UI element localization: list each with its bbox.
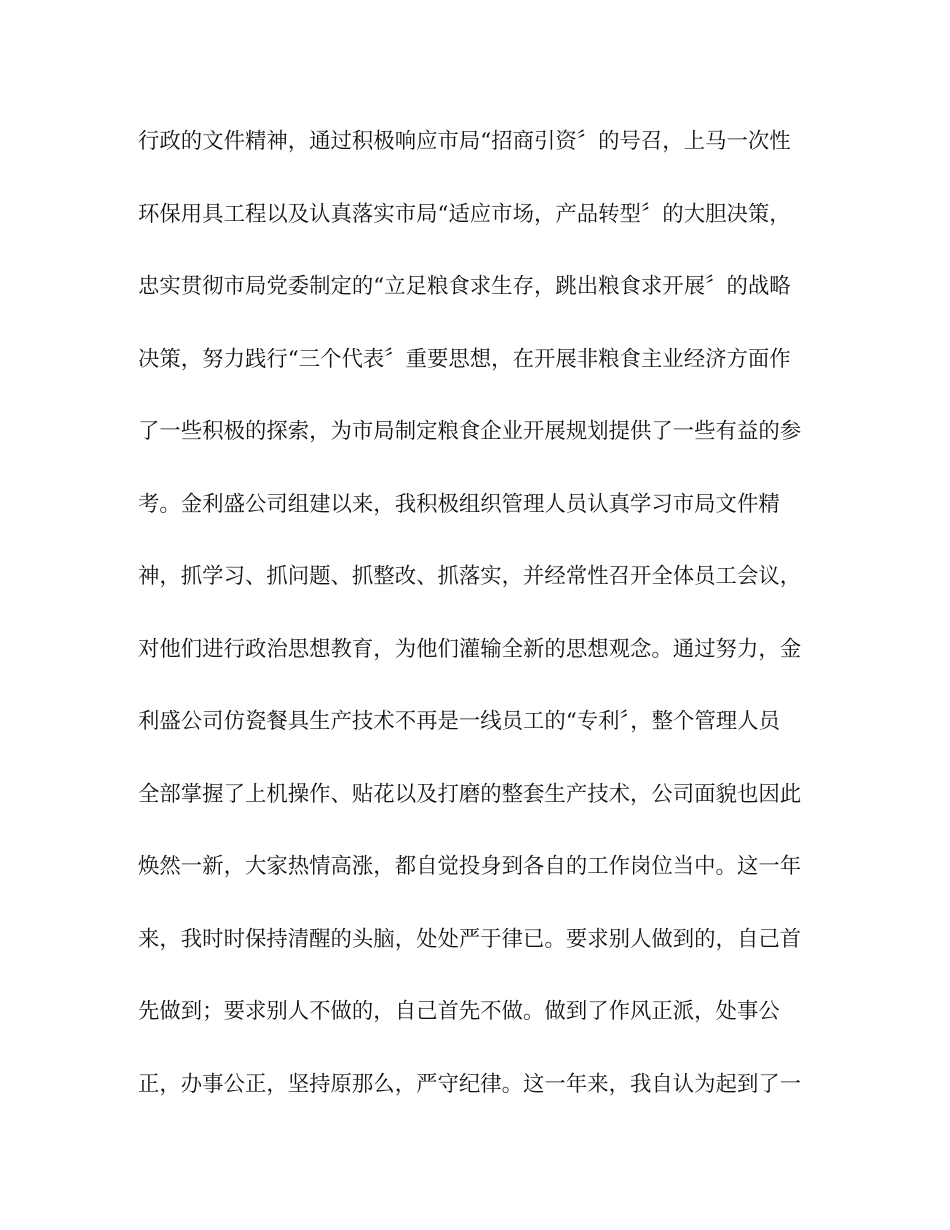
text-line: 环保用具工程以及认真落实市局“适应市场，产品转型〞的大胆决策， — [138, 201, 791, 227]
text-line: 全部掌握了上机操作、贴花以及打磨的整套生产技术，公司面貌也因此 — [138, 781, 802, 807]
text-line: 对他们进行政治思想教育，为他们灌输全新的思想观念。通过努力，金 — [138, 636, 802, 662]
text-line: 神，抓学习、抓问题、抓整改、抓落实，并经常性召开全体员工会议， — [138, 564, 802, 589]
body-text — [138, 122, 828, 1137]
text-line: 考。金利盛公司组建以来，我积极组织管理人员认真学习市局文件精 — [138, 491, 780, 517]
text-line: 决策，努力践行“三个代表〞重要思想，在开展非粮食主业经济方面作 — [138, 346, 791, 372]
text-line: 正，办事公正，坚持原那么，严守纪律。这一年来，我自认为起到了一 — [138, 1071, 802, 1097]
text-line: 行政的文件精神，通过积极响应市局“招商引资〞的号召，上马一次性 — [138, 129, 791, 154]
text-line: 来，我时时保持清醒的头脑，处处严于律已。要求别人做到的，自己首 — [138, 926, 802, 952]
text-line: 焕然一新，大家热情高涨，都自觉投身到各自的工作岗位当中。这一年 — [138, 854, 802, 879]
text-line: 了一些积极的探索，为市局制定粮食企业开展规划提供了一些有益的参 — [138, 419, 802, 444]
text-line: 利盛公司仿瓷餐具生产技术不再是一线员工的“专利〞，整个管理人员 — [138, 709, 780, 734]
text-line: 先做到；要求别人不做的，自己首先不做。做到了作风正派，处事公 — [138, 999, 780, 1024]
text-line: 忠实贯彻市局党委制定的“立足粮食求生存，跳出粮食求开展〞的战略 — [138, 274, 791, 299]
